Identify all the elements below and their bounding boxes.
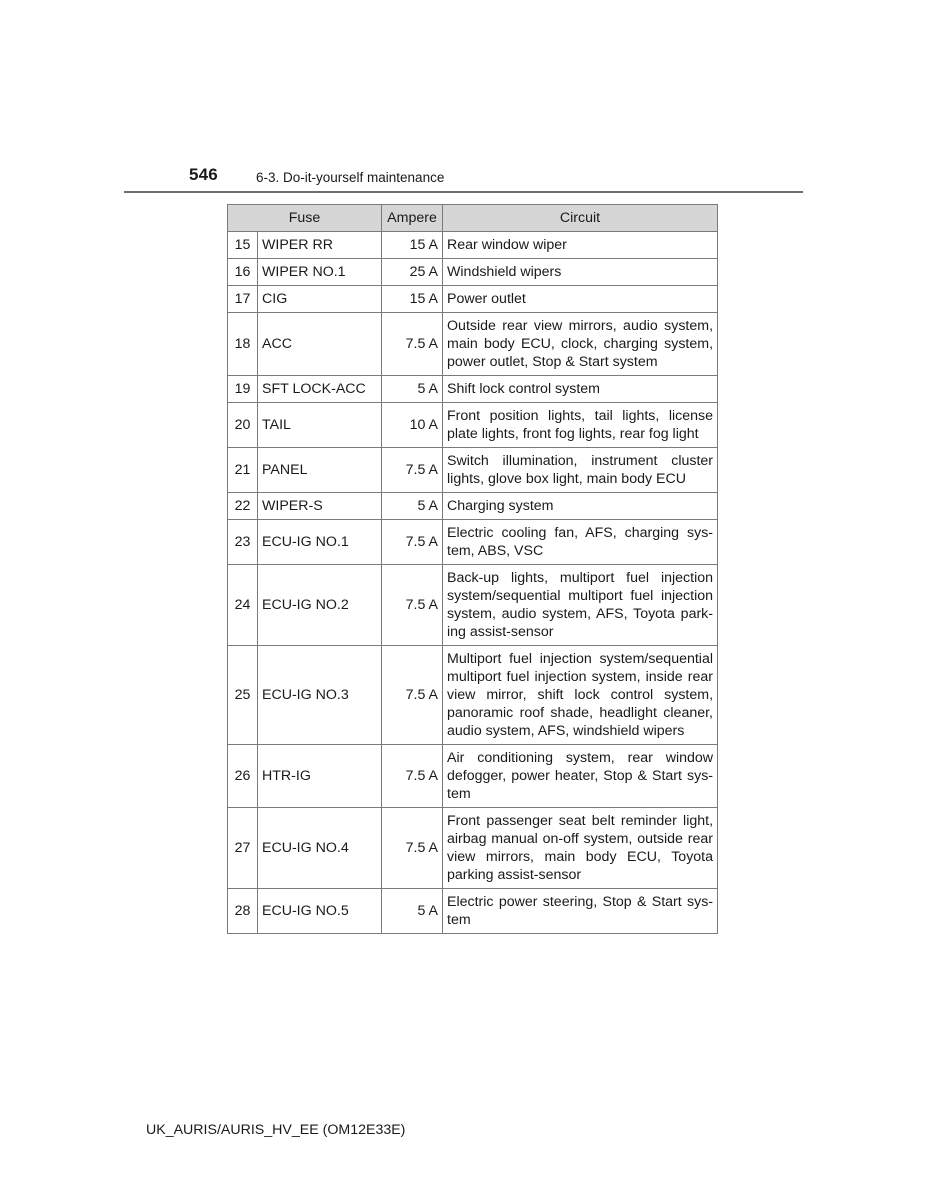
table-body (228, 232, 718, 934)
table-row (228, 646, 718, 745)
footer-code: UK_AURIS/AURIS_HV_EE (OM12E33E) (146, 1122, 406, 1138)
fuse-name-cell: ECU-IG NO.4 (258, 808, 382, 889)
circuit-cell: Back-up lights, multiport fuel injection system/sequential multiport fuel injection system, audio system, AFS, Toyota park-ing assist-sensor (443, 565, 718, 646)
table-row (228, 313, 718, 376)
ampere-cell: 5 A (382, 889, 443, 934)
circuit-cell: Charging system (443, 493, 718, 520)
table-row (228, 286, 718, 313)
fuse-number-cell: 26 (228, 745, 258, 808)
ampere-cell: 15 A (382, 232, 443, 259)
table-row (228, 232, 718, 259)
table-row (228, 259, 718, 286)
table-row (228, 403, 718, 448)
circuit-cell: Rear window wiper (443, 232, 718, 259)
table-row (228, 889, 718, 934)
circuit-cell: Shift lock control system (443, 376, 718, 403)
ampere-cell: 10 A (382, 403, 443, 448)
circuit-cell: Multiport fuel injection system/sequential multiport fuel injection system, inside rear view mirror, shift lock control system, panoramic roof shade, headlight cleaner, audio system, AFS, windshield wipers (443, 646, 718, 745)
fuse-name-cell: PANEL (258, 448, 382, 493)
fuse-table (227, 204, 718, 934)
circuit-cell: Electric power steering, Stop & Start sys-tem (443, 889, 718, 934)
fuse-name-cell: TAIL (258, 403, 382, 448)
table-row (228, 808, 718, 889)
circuit-cell: Electric cooling fan, AFS, charging sys-tem, ABS, VSC (443, 520, 718, 565)
section-title: 6-3. Do-it-yourself maintenance (256, 170, 445, 185)
column-header-fuse: Fuse (228, 205, 382, 232)
column-header-circuit: Circuit (443, 205, 718, 232)
fuse-number-cell: 16 (228, 259, 258, 286)
fuse-name-cell: ECU-IG NO.5 (258, 889, 382, 934)
fuse-name-cell: ECU-IG NO.2 (258, 565, 382, 646)
circuit-cell: Switch illumination, instrument cluster lights, glove box light, main body ECU (443, 448, 718, 493)
circuit-cell: Front passenger seat belt reminder light, airbag manual on-off system, outside rear view mirrors, main body ECU, Toyota parking assist-sensor (443, 808, 718, 889)
fuse-number-cell: 28 (228, 889, 258, 934)
fuse-number-cell: 25 (228, 646, 258, 745)
table-row (228, 493, 718, 520)
fuse-name-cell: SFT LOCK-ACC (258, 376, 382, 403)
table-row (228, 565, 718, 646)
ampere-cell: 7.5 A (382, 448, 443, 493)
fuse-number-cell: 20 (228, 403, 258, 448)
fuse-number-cell: 17 (228, 286, 258, 313)
table-row (228, 448, 718, 493)
fuse-number-cell: 18 (228, 313, 258, 376)
table-header-row (228, 205, 718, 232)
ampere-cell: 7.5 A (382, 565, 443, 646)
table-row (228, 520, 718, 565)
circuit-cell: Front position lights, tail lights, license plate lights, front fog lights, rear fog light (443, 403, 718, 448)
column-header-ampere: Ampere (382, 205, 443, 232)
table-row (228, 376, 718, 403)
header-divider (124, 191, 803, 193)
fuse-name-cell: ACC (258, 313, 382, 376)
fuse-name-cell: CIG (258, 286, 382, 313)
fuse-name-cell: WIPER RR (258, 232, 382, 259)
ampere-cell: 5 A (382, 493, 443, 520)
ampere-cell: 7.5 A (382, 808, 443, 889)
table-row (228, 745, 718, 808)
ampere-cell: 25 A (382, 259, 443, 286)
fuse-number-cell: 24 (228, 565, 258, 646)
fuse-number-cell: 23 (228, 520, 258, 565)
fuse-number-cell: 21 (228, 448, 258, 493)
ampere-cell: 7.5 A (382, 313, 443, 376)
circuit-cell: Outside rear view mirrors, audio system, main body ECU, clock, charging system, power outlet, Stop & Start system (443, 313, 718, 376)
ampere-cell: 7.5 A (382, 745, 443, 808)
circuit-cell: Windshield wipers (443, 259, 718, 286)
fuse-number-cell: 19 (228, 376, 258, 403)
fuse-name-cell: WIPER-S (258, 493, 382, 520)
fuse-name-cell: WIPER NO.1 (258, 259, 382, 286)
fuse-number-cell: 22 (228, 493, 258, 520)
fuse-name-cell: ECU-IG NO.3 (258, 646, 382, 745)
fuse-name-cell: HTR-IG (258, 745, 382, 808)
circuit-cell: Power outlet (443, 286, 718, 313)
ampere-cell: 7.5 A (382, 646, 443, 745)
ampere-cell: 15 A (382, 286, 443, 313)
fuse-number-cell: 27 (228, 808, 258, 889)
fuse-number-cell: 15 (228, 232, 258, 259)
page-number: 546 (189, 165, 218, 184)
circuit-cell: Air conditioning system, rear window defogger, power heater, Stop & Start sys-tem (443, 745, 718, 808)
fuse-name-cell: ECU-IG NO.1 (258, 520, 382, 565)
ampere-cell: 7.5 A (382, 520, 443, 565)
ampere-cell: 5 A (382, 376, 443, 403)
